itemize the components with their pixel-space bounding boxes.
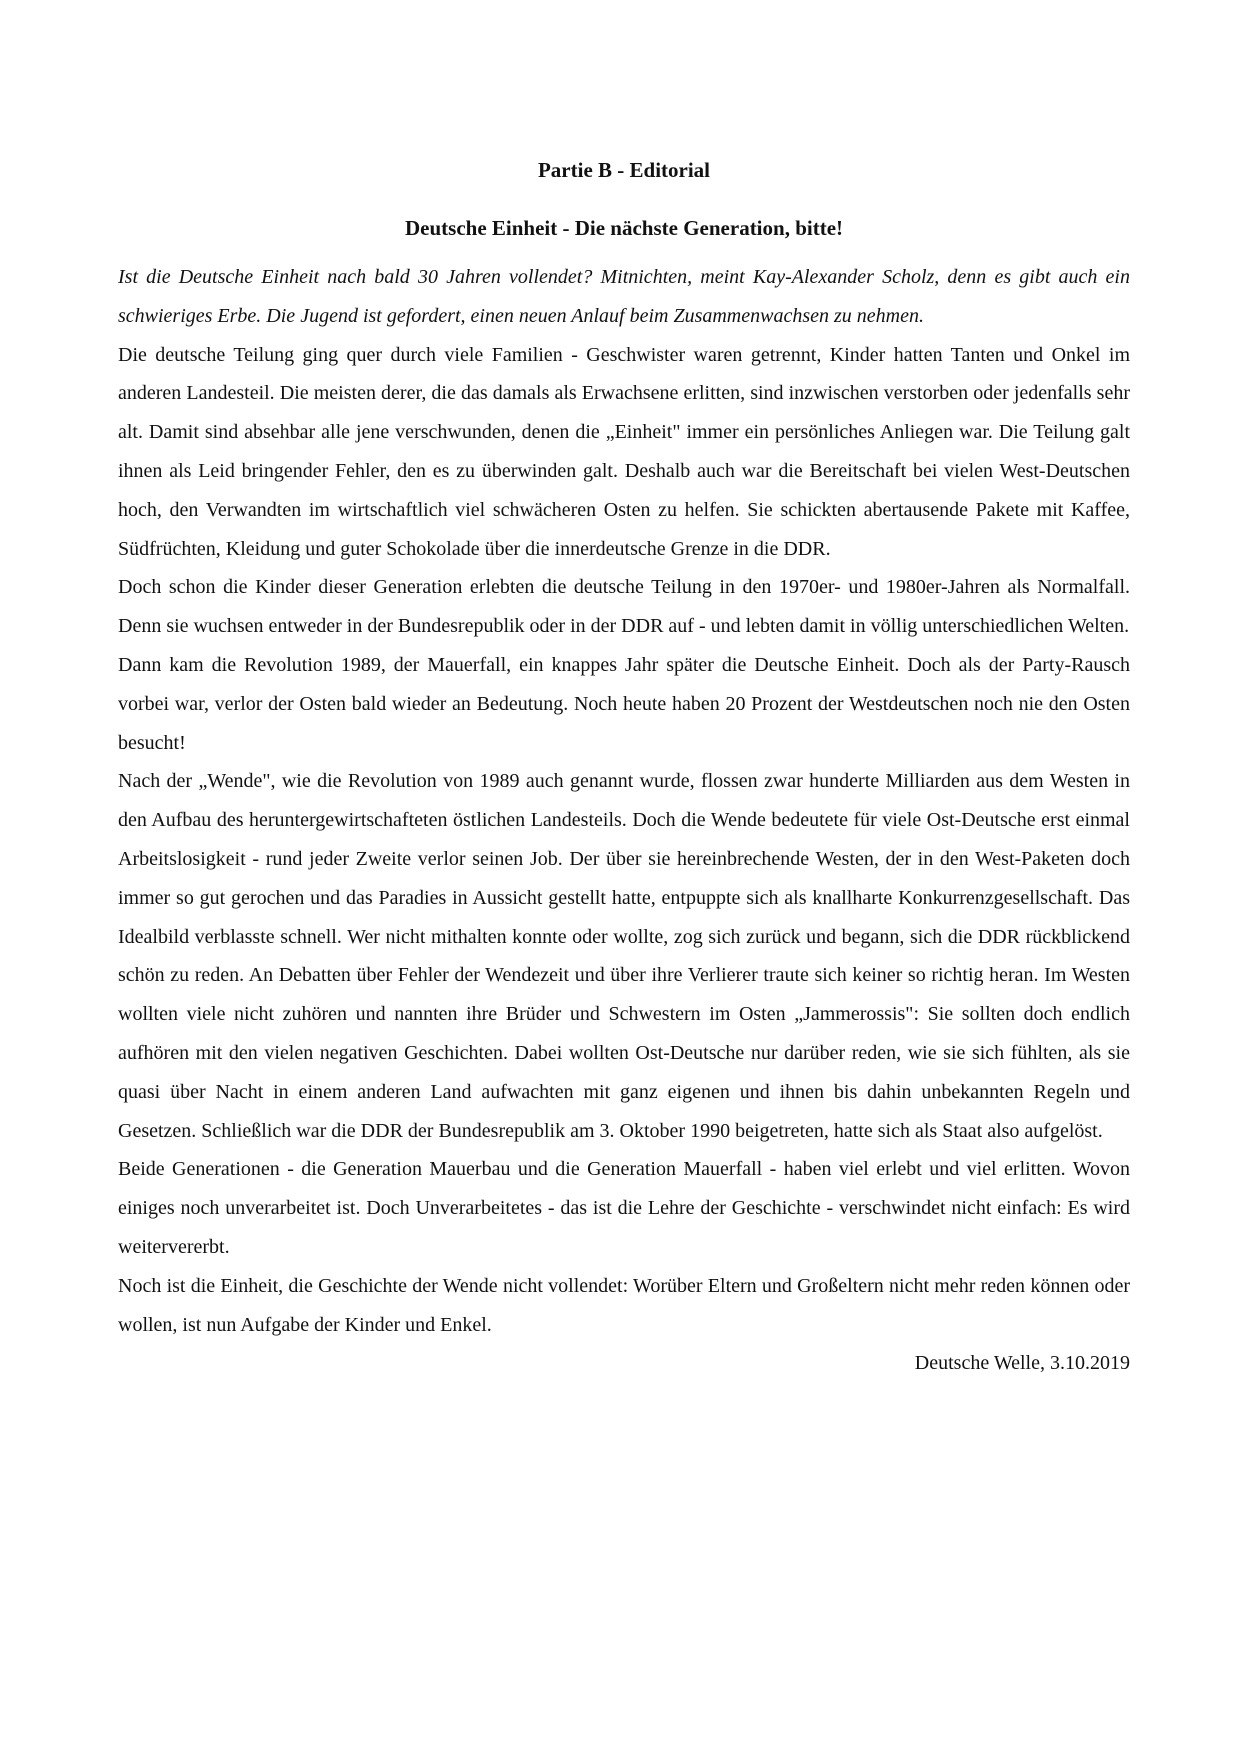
article-source: Deutsche Welle, 3.10.2019 (914, 1352, 1130, 1375)
article-paragraph: Dann kam die Revolution 1989, der Mauerfall, ein knappes Jahr später die Deutsche Einheit. Doch als der Party-Rausch vorbei war, verlor der Osten bald wieder an Bedeutung. Noch heute haben 20 Prozent der Westdeutschen noch nie den Osten besucht! (118, 653, 1130, 754)
article-paragraph: Doch schon die Kinder dieser Generation erlebten die deutsche Teilung in den 1970er- und 1980er-Jahren als Normalfall. Denn sie wuchsen entweder in der Bundesrepublik oder in der DDR auf - und lebten damit in völlig unterschiedlichen Welten. (118, 576, 1130, 638)
article-headline: Deutsche Einheit - Die nächste Generation, bitte! (404, 216, 844, 240)
article-paragraph: Noch ist die Einheit, die Geschichte der Wende nicht vollendet: Worüber Eltern und Großeltern nicht mehr reden können oder wollen, ist nun Aufgabe der Kinder und Enkel. (118, 1274, 1130, 1336)
article-paragraph: Nach der „Wende", wie die Revolution von 1989 auch genannt wurde, flossen zwar hunderte Milliarden aus dem Westen in den Aufbau des heruntergewirtschafteten östlichen Landesteils. Doch die Wende bedeutete für viele Ost-Deutsche erst einmal Arbeitslosigkeit - rund jeder Zweite verlor seinen Job. Der über sie hereinbrechende Westen, der in den West-Paketen doch immer so gut gerochen und das Paradies in Aussicht gestellt hatte, entpuppte sich als knallharte Konkurrenzgesellschaft. Das Idealbild verblasste schnell. Wer nicht mithalten konnte oder wollte, zog sich zurück und begann, sich die DDR rückblickend schön zu reden. An Debatten über Fehler der Wendezeit und über ihre Verlierer traute sich keiner so richtig heran. Im Westen wollten viele nicht zuhören und nannten ihre Brüder und Schwestern im Osten „Jammerossis": Sie sollten doch endlich aufhören mit den vielen negativen Geschichten. Dabei wollten Ost-Deutsche nur darüber reden, wie sie sich fühlten, als sie quasi über Nacht in einem anderen Land aufwachten mit ganz eigenen und ihnen bis dahin unbekannten Regeln und Gesetzen. Schließlich war die DDR der Bundesrepublik am 3. Oktober 1990 beigetreten, hatte sich als Staat also aufgelöst. (118, 770, 1130, 1142)
section-title: Partie B - Editorial (537, 158, 711, 182)
article-lead: Ist die Deutsche Einheit nach bald 30 Jahren vollendet? Mitnichten, meint Kay-Alexander Scholz, denn es gibt auch ein schwieriges Erbe. Die Jugend ist gefordert, einen neuen Anlauf beim Zusammenwachsen zu nehmen. (118, 266, 1130, 327)
article-paragraph: Die deutsche Teilung ging quer durch viele Familien - Geschwister waren getrennt, Kinder hatten Tanten und Onkel im anderen Landesteil. Die meisten derer, die das damals als Erwachsene erlitten, sind inzwischen verstorben oder jedenfalls sehr alt. Damit sind absehbar alle jene verschwunden, denen die „Einheit" immer ein persönliches Anliegen war. Die Teilung galt ihnen als Leid bringender Fehler, den es zu überwinden galt. Deshalb auch war die Bereitschaft bei vielen West-Deutschen hoch, den Verwandten im wirtschaftlich viel schwächeren Osten zu helfen. Sie schickten abertausende Pakete mit Kaffee, Südfrüchten, Kleidung und guter Schokolade über die innerdeutsche Grenze in die DDR. (118, 343, 1130, 560)
document-page (118, 150, 1130, 1383)
article-paragraph: Beide Generationen - die Generation Mauerbau und die Generation Mauerfall - haben viel erlebt und viel erlitten. Wovon einiges noch unverarbeitet ist. Doch Unverarbeitetes - das ist die Lehre der Geschichte - verschwindet nicht einfach: Es wird weitervererbt. (118, 1158, 1130, 1258)
